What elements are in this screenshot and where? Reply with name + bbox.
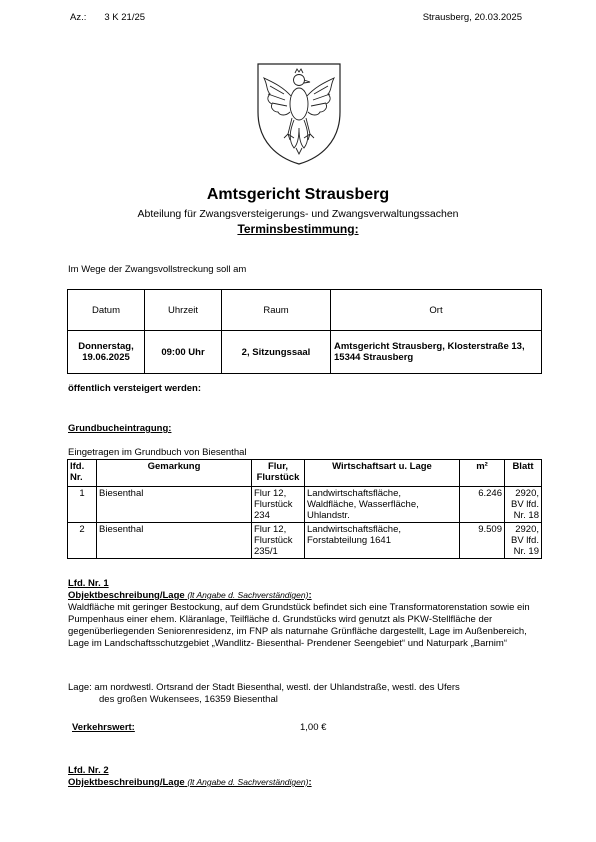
lfd-nr: 2 <box>68 523 97 559</box>
objektbeschreibung-heading-1: Objektbeschreibung/Lage (lt Angabe d. Sachverständigen): <box>68 590 312 601</box>
appointment-room: 2, Sitzungssaal <box>222 331 331 374</box>
lage-line-2: des großen Wukensees, 16359 Biesenthal <box>99 694 278 705</box>
wirtschaftsart: Landwirtschaftsfläche, Forstabteilung 1641 <box>305 523 460 559</box>
court-title: Amtsgericht Strausberg <box>206 186 390 203</box>
az-label: Az.: <box>70 12 87 23</box>
auction-text: öffentlich versteigert werden: <box>68 383 202 394</box>
header-datum: Datum <box>68 290 145 331</box>
appointment-time: 09:00 Uhr <box>145 331 222 374</box>
header-wirtschaftsart: Wirtschaftsart u. Lage <box>305 460 460 487</box>
obj-label: Objektbeschreibung/Lage <box>68 590 185 601</box>
obj-label: Objektbeschreibung/Lage <box>68 777 185 788</box>
flaeche-m2: 9.509 <box>460 523 505 559</box>
obj-note: (lt Angabe d. Sachverständigen) <box>187 590 309 600</box>
lage-text-1 <box>68 682 538 706</box>
lfd-nr: 1 <box>68 487 97 523</box>
court-department: Abteilung für Zwangsversteigerungs- und Zwangsverwaltungssachen <box>137 208 459 220</box>
wirtschaftsart: Landwirtschaftsfläche, Waldfläche, Wasserfläche, Uhlandstr. <box>305 487 460 523</box>
blatt: 2920, BV lfd. Nr. 18 <box>505 487 542 523</box>
header-m2: m² <box>460 460 505 487</box>
document-title: Terminsbestimmung: <box>237 222 359 236</box>
obj-note: (lt Angabe d. Sachverständigen) <box>187 777 309 787</box>
lfd-nr-2-heading: Lfd. Nr. 2 <box>68 765 109 776</box>
header-lfd-nr: lfd. Nr. <box>68 460 97 487</box>
header-flur: Flur, Flurstück <box>252 460 305 487</box>
lage-line-1: Lage: am nordwestl. Ortsrand der Stadt Biesenthal, westl. der Uhlandstraße, westl. des Ufers <box>68 682 460 693</box>
header-blatt: Blatt <box>505 460 542 487</box>
table-row <box>68 523 542 559</box>
grundbuch-intro: Eingetragen im Grundbuch von Biesenthal <box>68 447 247 458</box>
header-uhrzeit: Uhrzeit <box>145 290 222 331</box>
lfd-nr-1-heading: Lfd. Nr. 1 <box>68 578 109 589</box>
aktenzeichen <box>70 12 145 23</box>
appointment-location: Amtsgericht Strausberg, Klosterstraße 13, 15344 Strausberg <box>331 331 542 374</box>
place-date: Strausberg, 20.03.2025 <box>422 12 522 23</box>
header-gemarkung: Gemarkung <box>97 460 252 487</box>
grundbuch-table <box>67 459 542 559</box>
grundbuch-title: Grundbucheintragung: <box>68 423 172 434</box>
blatt: 2920, BV lfd. Nr. 19 <box>505 523 542 559</box>
az-value: 3 K 21/25 <box>104 12 146 23</box>
appointment-row <box>68 331 542 374</box>
objektbeschreibung-heading-2: Objektbeschreibung/Lage (lt Angabe d. Sachverständigen): <box>68 777 312 788</box>
verkehrswert-value: 1,00 € <box>300 722 327 733</box>
header-raum: Raum <box>222 290 331 331</box>
header-ort: Ort <box>331 290 542 331</box>
verkehrswert-label: Verkehrswert: <box>72 722 135 733</box>
appointment-date: Donnerstag, 19.06.2025 <box>68 331 145 374</box>
intro-text: Im Wege der Zwangsvollstreckung soll am <box>68 264 247 275</box>
appointment-table <box>67 289 542 374</box>
table-row <box>68 487 542 523</box>
flur-flurstueck: Flur 12, Flurstück 235/1 <box>252 523 305 559</box>
brandenburg-eagle-crest-icon <box>254 60 344 166</box>
objektbeschreibung-text-1: Waldfläche mit geringer Bestockung, auf dem Grundstück befindet sich eine Transformatorenstation sowie ein Pumpenhaus einer ehem. Kläranlage, Teilfläche d. Grundstücks wird genutzt als PKW-Stellfläche der gegenüberliegenden Seniorenresidenz, im FNP als naturnahe Grünfläche dargestellt, Lage im Außenbereich, Lage im Landschaftsschutzgebiet „Wandlitz- Biesenthal- Prendener Seengebiet“ und Naturpark „Barnim“ <box>68 602 530 649</box>
flaeche-m2: 6.246 <box>460 487 505 523</box>
flur-flurstueck: Flur 12, Flurstück 234 <box>252 487 305 523</box>
appointment-header-row <box>68 290 542 331</box>
grundbuch-header-row <box>68 460 542 487</box>
gemarkung: Biesenthal <box>97 523 252 559</box>
gemarkung: Biesenthal <box>97 487 252 523</box>
